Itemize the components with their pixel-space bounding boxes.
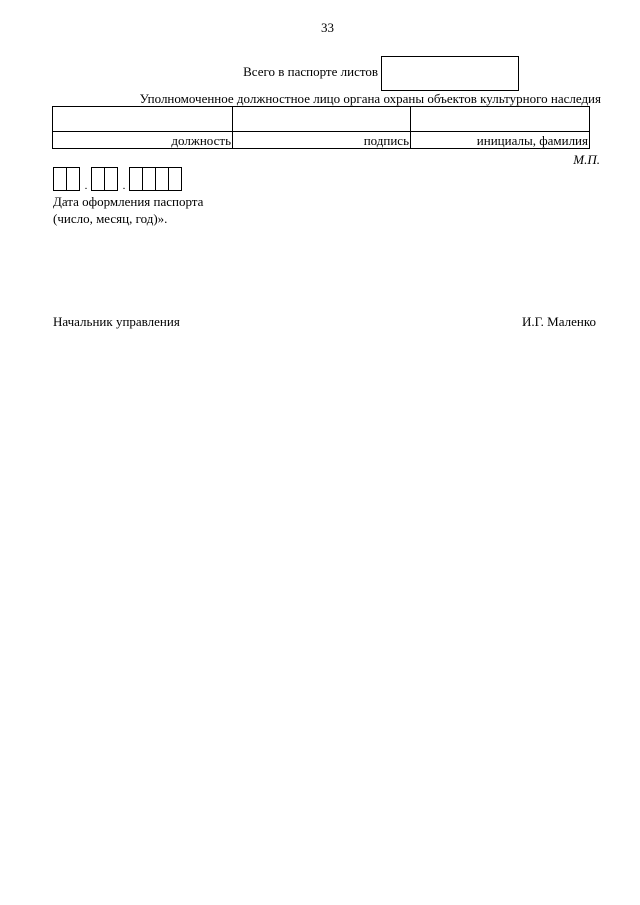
- date-label: Дата оформления паспорта: [53, 194, 204, 209]
- position-field[interactable]: [53, 107, 233, 132]
- signature-captions-row: [53, 132, 590, 149]
- month-digit-box[interactable]: [91, 167, 105, 191]
- day-digit-box[interactable]: [53, 167, 67, 191]
- signature-caption: подпись: [233, 132, 411, 149]
- date-separator: .: [122, 180, 126, 192]
- day-digit-box[interactable]: [66, 167, 80, 191]
- total-sheets-field[interactable]: [381, 56, 519, 91]
- year-digit-box[interactable]: [129, 167, 143, 191]
- date-format-note: (число, месяц, год)».: [53, 211, 168, 226]
- year-digit-box[interactable]: [155, 167, 169, 191]
- date-separator: .: [84, 180, 88, 192]
- date-boxes: [53, 167, 181, 191]
- name-caption: инициалы, фамилия: [411, 132, 590, 149]
- name-field[interactable]: [411, 107, 590, 132]
- month-digit-box[interactable]: [104, 167, 118, 191]
- page-number: 33: [321, 20, 334, 35]
- signature-table: [52, 106, 590, 149]
- year-digit-box[interactable]: [142, 167, 156, 191]
- total-sheets-label: Всего в паспорте листов: [243, 64, 378, 79]
- signer-position: Начальник управления: [53, 314, 180, 329]
- signature-values-row: [53, 107, 590, 132]
- seal-mark: М.П.: [573, 152, 600, 167]
- year-digit-box[interactable]: [168, 167, 182, 191]
- signer-name: И.Г. Маленко: [521, 314, 596, 329]
- official-heading: Уполномоченное должностное лицо органа охраны объектов культурного наследия: [139, 91, 601, 106]
- signature-field[interactable]: [233, 107, 411, 132]
- position-caption: должность: [53, 132, 233, 149]
